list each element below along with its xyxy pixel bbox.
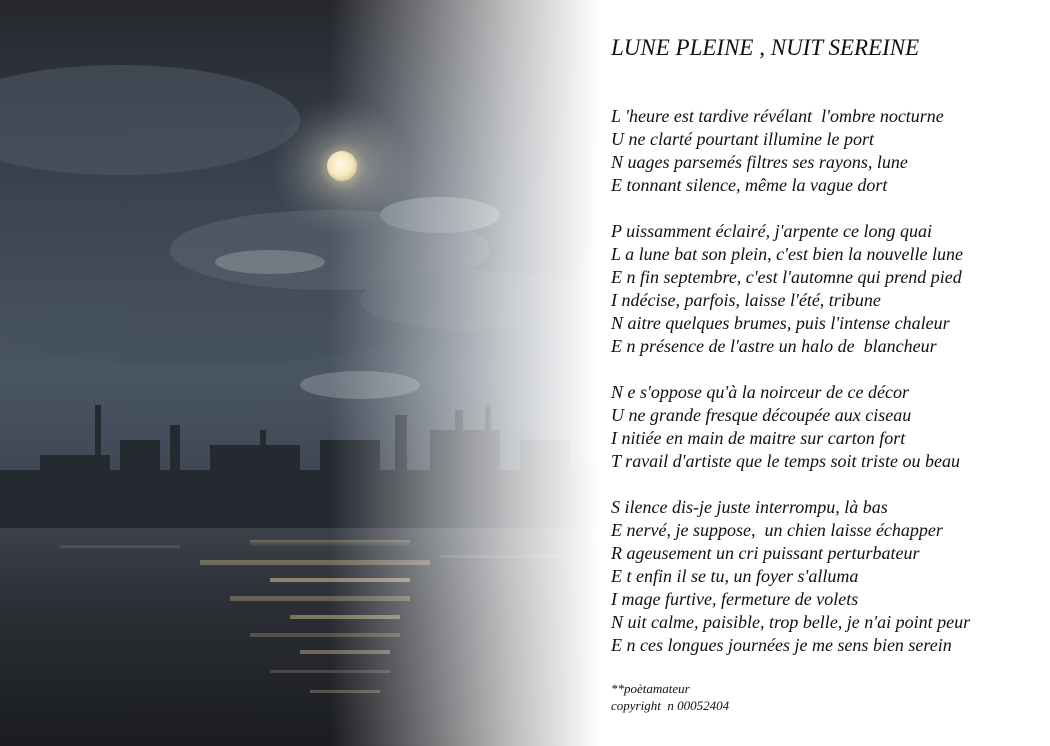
poem-line: E n fin septembre, c'est l'automne qui prend pied — [611, 267, 962, 287]
poem-line: I nitiée en main de maitre sur carton fort — [611, 428, 906, 448]
poem-line: E tonnant silence, même la vague dort — [611, 175, 888, 195]
poem-block — [611, 34, 1043, 714]
poem-line: S ilence dis-je juste interrompu, là bas — [611, 497, 888, 517]
poem-line: E n ces longues journées je me sens bien serein — [611, 635, 952, 655]
stanza-4 — [611, 496, 1043, 657]
poem-line: E nervé, je suppose, un chien laisse échapper — [611, 520, 943, 540]
poem-line: E t enfin il se tu, un foyer s'alluma — [611, 566, 859, 586]
poem-line: L a lune bat son plein, c'est bien la nouvelle lune — [611, 244, 963, 264]
poem-line: N uit calme, paisible, trop belle, je n'ai point peur — [611, 612, 971, 632]
poem-line: N uages parsemés filtres ses rayons, lune — [611, 152, 908, 172]
poem-line: I ndécise, parfois, laisse l'été, tribune — [611, 290, 881, 310]
poem-line: I mage furtive, fermeture de volets — [611, 589, 859, 609]
poem-line: U ne clarté pourtant illumine le port — [611, 129, 874, 149]
poem-line: N aitre quelques brumes, puis l'intense chaleur — [611, 313, 950, 333]
poem-line: L 'heure est tardive révélant l'ombre nocturne — [611, 106, 944, 126]
poem-line: T ravail d'artiste que le temps soit triste ou beau — [611, 451, 961, 471]
author-signature: **poètamateur — [611, 681, 690, 696]
stanza-3 — [611, 381, 1043, 473]
poem-line: E n présence de l'astre un halo de blancheur — [611, 336, 937, 356]
stanza-2 — [611, 220, 1043, 358]
poem-title: LUNE PLEINE , NUIT SEREINE — [611, 35, 920, 60]
stanza-1 — [611, 105, 1043, 197]
poem-line: N e s'oppose qu'à la noirceur de ce décor — [611, 382, 909, 402]
poem-line: P uissamment éclairé, j'arpente ce long quai — [611, 221, 932, 241]
poem-line: R ageusement un cri puissant perturbateur — [611, 543, 920, 563]
poem-line: U ne grande fresque découpée aux ciseau — [611, 405, 912, 425]
copyright-notice: copyright n 00052404 — [611, 698, 730, 713]
poem-stanzas — [611, 105, 1043, 657]
